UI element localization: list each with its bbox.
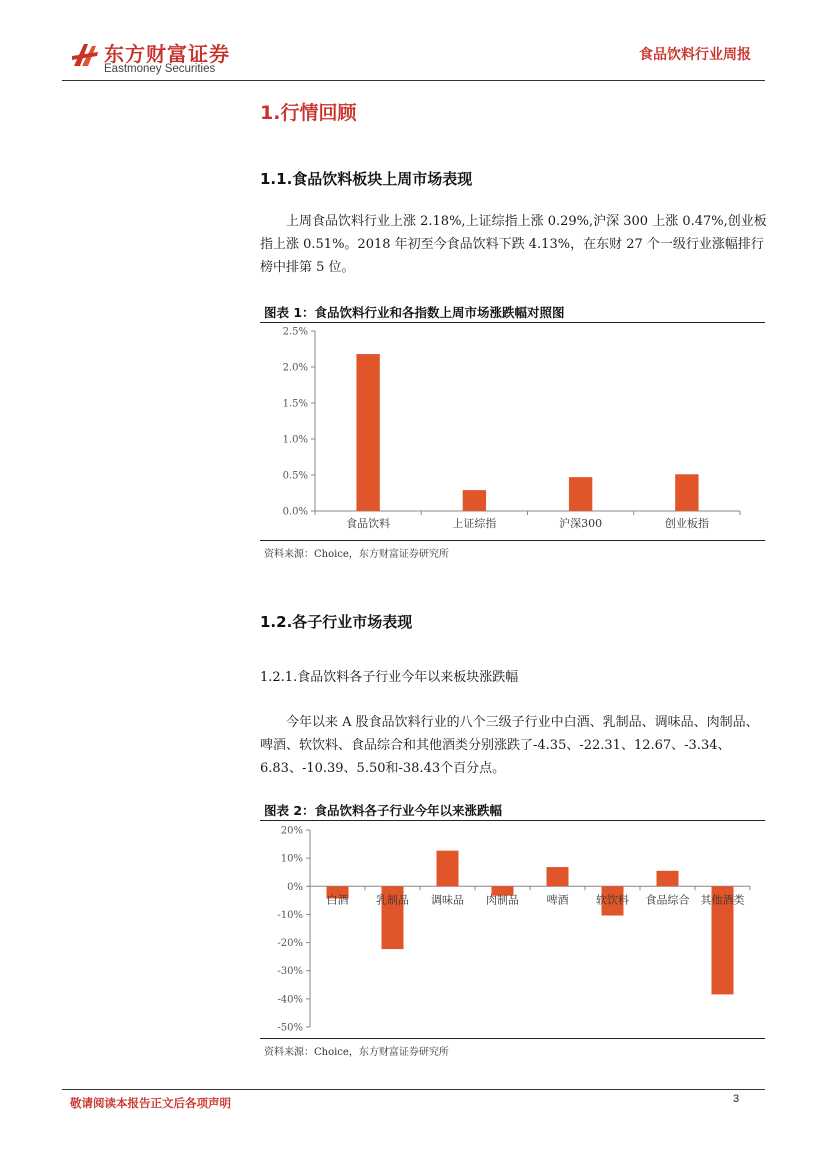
figure-2-top-rule — [260, 820, 765, 821]
paragraph-1-2 — [260, 711, 770, 780]
x-tick-label: 白酒 — [326, 893, 349, 907]
section-heading: 1.行情回顾 — [260, 102, 357, 124]
figure-1-source: 资料来源：Choice，东方财富证券研究所 — [264, 549, 449, 560]
figure-1-bottom-rule — [260, 540, 765, 541]
y-tick-label: -50% — [277, 1022, 303, 1034]
company-logo-text: 东方财富证券 — [104, 42, 230, 66]
header-divider — [62, 80, 765, 81]
page-number: 3 — [733, 1093, 740, 1105]
x-tick-label: 肉制品 — [486, 893, 519, 907]
y-tick-label: -20% — [277, 938, 303, 950]
y-tick-label: -10% — [277, 909, 303, 921]
y-tick-label: 0% — [287, 881, 303, 893]
bar — [569, 477, 592, 511]
company-logo-icon — [70, 40, 100, 70]
x-tick-label: 乳制品 — [376, 893, 409, 907]
figure-1-title: 图表 1：食品饮料行业和各指数上周市场涨跌幅对照图 — [264, 305, 565, 320]
paragraph-text: 上周食品饮料行业上涨 2.18%,上证综指上涨 0.29%,沪深 300 上涨 0.47%,创业板指上涨 0.51%。2018 年初至今食品饮料下跌 4.13%，在东财 27 个一级行业涨幅排行榜中排第 5 位。 — [260, 214, 767, 275]
report-title: 食品饮料行业周报 — [639, 47, 751, 63]
figure-1-chart — [260, 324, 765, 540]
x-tick-label: 啤酒 — [546, 893, 569, 907]
y-tick-label: 10% — [280, 853, 303, 865]
y-tick-label: 1.0% — [282, 434, 308, 446]
y-tick-label: 20% — [280, 825, 303, 837]
x-tick-label: 上证综指 — [452, 517, 497, 530]
figure-2-title: 图表 2：食品饮料各子行业今年以来涨跌幅 — [264, 803, 503, 818]
footer-divider — [62, 1089, 765, 1090]
subsubsection-heading-1-2-1: 1.2.1.食品饮料各子行业今年以来板块涨跌幅 — [260, 670, 519, 685]
x-tick-label: 软饮料 — [596, 893, 629, 907]
y-tick-label: -40% — [277, 994, 303, 1006]
disclaimer-note: 敬请阅读本报告正文后各项声明 — [70, 1096, 231, 1110]
figure-2-chart — [260, 822, 765, 1038]
bar — [356, 354, 379, 511]
x-tick-label: 沪深300 — [559, 517, 603, 530]
y-tick-label: -30% — [277, 966, 303, 978]
figure-2-bottom-rule — [260, 1038, 765, 1039]
company-logo-english: Eastmoney Securities — [104, 63, 216, 75]
paragraph-text: 今年以来 A 股食品饮料行业的八个三级子行业中白酒、乳制品、调味品、肉制品、啤酒、软饮料、食品综合和其他酒类分别涨跌了-4.35、-22.31、12.67、-3.34、6.83、-10.39、5.50和-38.43个百分点。 — [260, 715, 759, 776]
y-tick-label: 0.5% — [282, 470, 308, 482]
x-tick-label: 食品综合 — [645, 893, 690, 907]
paragraph-1-1 — [260, 210, 770, 279]
x-tick-label: 调味品 — [431, 893, 464, 907]
x-tick-label: 食品饮料 — [346, 517, 391, 530]
x-tick-label: 其他酒类 — [700, 893, 745, 907]
bar — [657, 871, 679, 886]
figure-2-source: 资料来源：Choice，东方财富证券研究所 — [264, 1047, 449, 1058]
figure-1-top-rule — [260, 322, 765, 323]
subsection-heading-1-1: 1.1.食品饮料板块上周市场表现 — [260, 170, 473, 188]
bar — [675, 474, 698, 511]
x-tick-label: 创业板指 — [664, 517, 709, 530]
y-tick-label: 2.0% — [282, 362, 308, 374]
subsection-heading-1-2: 1.2.各子行业市场表现 — [260, 613, 413, 631]
y-tick-label: 2.5% — [282, 326, 308, 338]
y-tick-label: 0.0% — [282, 506, 308, 518]
bar — [547, 867, 569, 886]
y-tick-label: 1.5% — [282, 398, 308, 410]
bar — [463, 490, 486, 511]
bar — [437, 851, 459, 887]
